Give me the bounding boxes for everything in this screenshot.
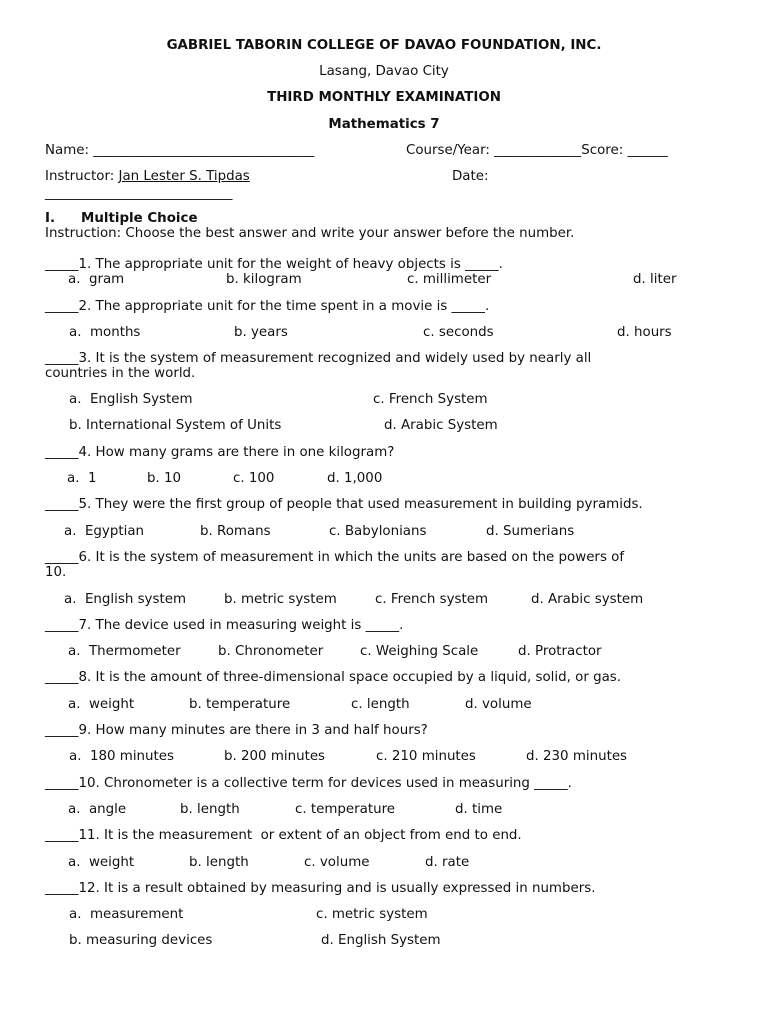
option-3d: d. Arabic System xyxy=(384,418,498,433)
name-label: Name: xyxy=(45,143,94,158)
course-blank[interactable]: _____________ xyxy=(494,143,582,158)
option-9b: b. 200 minutes xyxy=(224,749,326,764)
option-2b: b. years xyxy=(234,325,288,340)
option-10c: c. temperature xyxy=(295,802,396,817)
option-8c: c. length xyxy=(351,697,410,712)
option-1b: b. kilogram xyxy=(226,272,302,287)
question-3-cont: countries in the world. xyxy=(45,366,196,381)
question-8: _____8. It is the amount of three-dimensional space occupied by a liquid, solid, or gas. xyxy=(45,670,622,685)
option-9a: a. 180 minutes xyxy=(69,749,174,764)
option-2a: a. months xyxy=(69,325,141,340)
option-3a: a. English System xyxy=(69,392,193,407)
question-1: _____1. The appropriate unit for the weight of heavy objects is _____. xyxy=(45,257,503,272)
option-2c: c. seconds xyxy=(423,325,494,340)
option-8d: d. volume xyxy=(465,697,532,712)
option-4a: a. 1 xyxy=(67,471,97,486)
subject-title: Mathematics 7 xyxy=(328,117,440,132)
option-12d: d. English System xyxy=(321,933,441,948)
question-4: _____4. How many grams are there in one kilogram? xyxy=(45,445,395,460)
option-1d: d. liter xyxy=(633,272,677,287)
option-6d: d. Arabic system xyxy=(531,592,644,607)
question-7: _____7. The device used in measuring weight is _____. xyxy=(45,618,404,633)
option-6c: c. French system xyxy=(375,592,489,607)
option-8a: a. weight xyxy=(68,697,135,712)
option-9c: c. 210 minutes xyxy=(376,749,476,764)
question-5: _____5. They were the first group of people that used measurement in building pyramids. xyxy=(45,497,643,512)
question-11: _____11. It is the measurement or extent of an object from end to end. xyxy=(45,828,522,843)
option-3b: b. International System of Units xyxy=(69,418,282,433)
question-9: _____9. How many minutes are there in 3 and half hours? xyxy=(45,723,428,738)
option-5d: d. Sumerians xyxy=(486,524,575,539)
option-12c: c. metric system xyxy=(316,907,428,922)
question-6-cont: 10. xyxy=(45,565,67,580)
school-location: Lasang, Davao City xyxy=(319,64,449,79)
option-7a: a. Thermometer xyxy=(68,644,181,659)
score-blank[interactable]: ______ xyxy=(627,143,668,158)
score-label: Score: xyxy=(581,143,628,158)
name-blank[interactable]: _________________________________ xyxy=(93,143,315,158)
section-numeral: I. xyxy=(45,211,56,226)
exam-title: THIRD MONTHLY EXAMINATION xyxy=(267,90,501,105)
option-5a: a. Egyptian xyxy=(64,524,145,539)
option-10a: a. angle xyxy=(68,802,127,817)
date-blank[interactable]: ____________________________ xyxy=(45,186,233,201)
section-instruction: Instruction: Choose the best answer and write your answer before the number. xyxy=(45,226,575,241)
option-6b: b. metric system xyxy=(224,592,337,607)
option-10b: b. length xyxy=(180,802,240,817)
option-4c: c. 100 xyxy=(233,471,275,486)
option-1a: a. gram xyxy=(68,272,125,287)
instructor-name: Jan Lester S. Tipdas xyxy=(118,169,250,184)
option-4b: b. 10 xyxy=(147,471,182,486)
question-10: _____10. Chronometer is a collective term for devices used in measuring _____. xyxy=(45,776,572,791)
name-line xyxy=(45,143,314,159)
option-11b: b. length xyxy=(189,855,249,870)
option-1c: c. millimeter xyxy=(407,272,492,287)
option-8b: b. temperature xyxy=(189,697,291,712)
option-11d: d. rate xyxy=(425,855,470,870)
instructor-label: Instructor: xyxy=(45,169,119,184)
option-12b: b. measuring devices xyxy=(69,933,213,948)
course-label: Course/Year: xyxy=(406,143,495,158)
question-3: _____3. It is the system of measurement recognized and widely used by nearly all xyxy=(45,351,592,366)
date-label: Date: xyxy=(452,169,489,184)
section-title: Multiple Choice xyxy=(81,211,198,226)
option-7b: b. Chronometer xyxy=(218,644,324,659)
option-6a: a. English system xyxy=(64,592,186,607)
option-7d: d. Protractor xyxy=(518,644,602,659)
option-9d: d. 230 minutes xyxy=(526,749,628,764)
question-6: _____6. It is the system of measurement in which the units are based on the powers of xyxy=(45,550,625,565)
option-7c: c. Weighing Scale xyxy=(360,644,479,659)
option-5b: b. Romans xyxy=(200,524,271,539)
option-12a: a. measurement xyxy=(69,907,184,922)
school-name: GABRIEL TABORIN COLLEGE OF DAVAO FOUNDATION, INC. xyxy=(166,38,602,53)
option-2d: d. hours xyxy=(617,325,672,340)
option-5c: c. Babylonians xyxy=(329,524,427,539)
instructor-line xyxy=(45,169,250,185)
course-score-line xyxy=(406,143,668,159)
option-11a: a. weight xyxy=(68,855,135,870)
question-2: _____2. The appropriate unit for the time spent in a movie is _____. xyxy=(45,299,490,314)
question-12: _____12. It is a result obtained by measuring and is usually expressed in numbers. xyxy=(45,881,596,896)
option-10d: d. time xyxy=(455,802,503,817)
option-4d: d. 1,000 xyxy=(327,471,383,486)
option-3c: c. French System xyxy=(373,392,488,407)
option-11c: c. volume xyxy=(304,855,370,870)
